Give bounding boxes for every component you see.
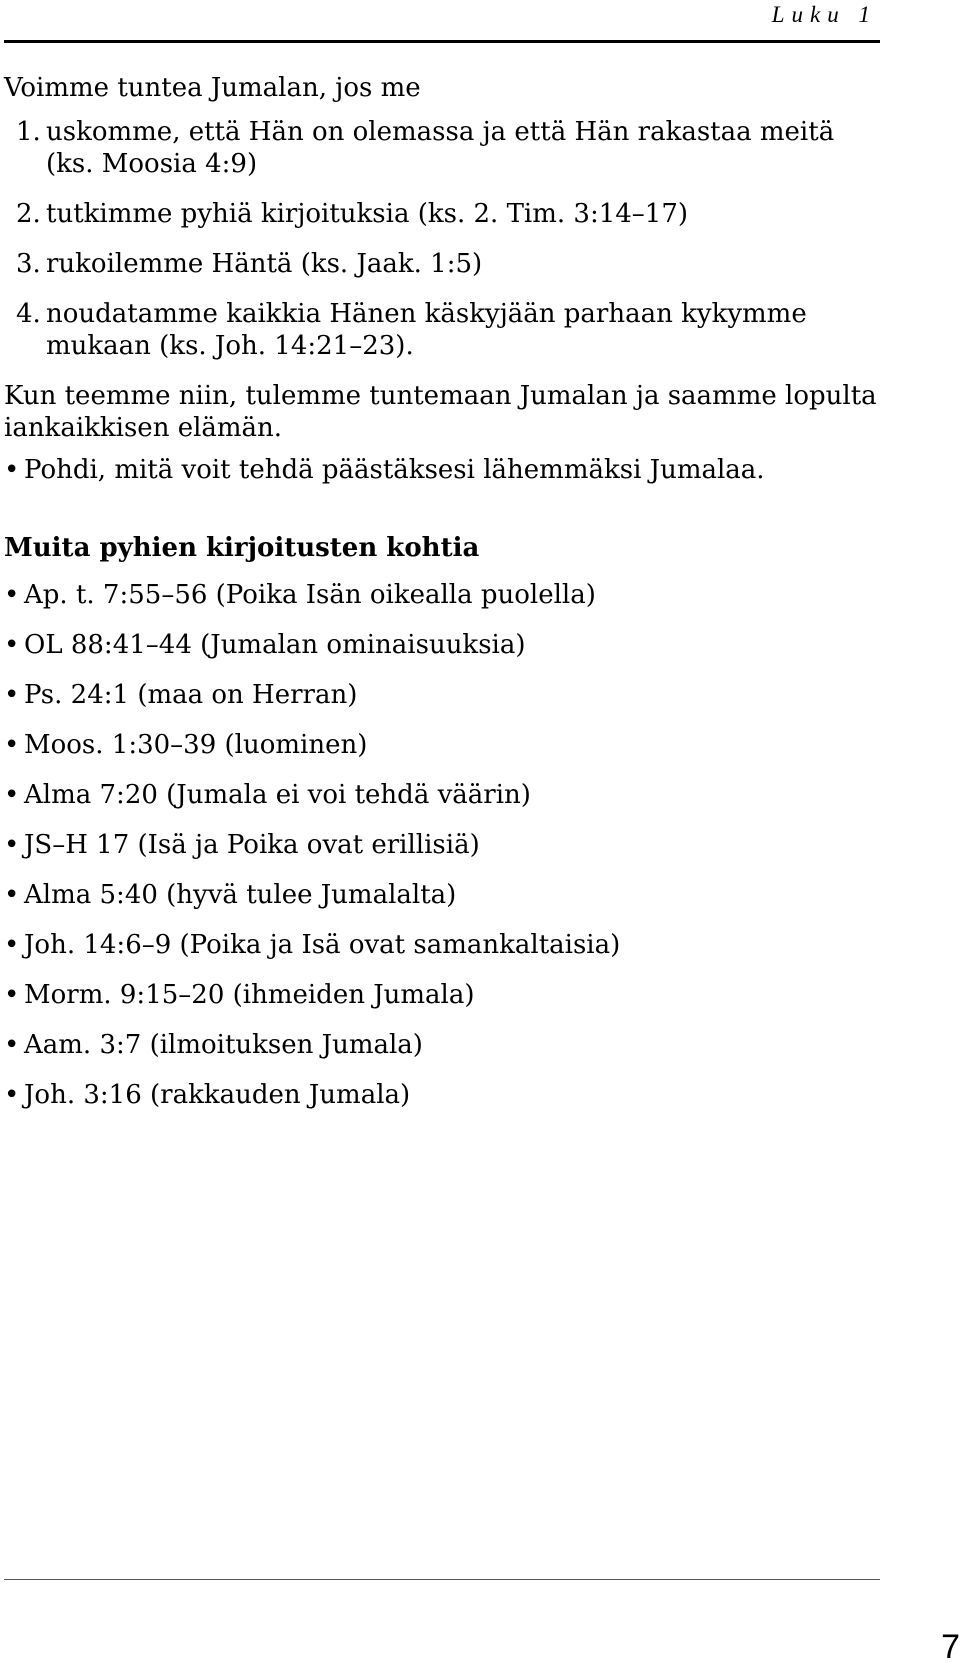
reference-text: Alma 5:40 (hyvä tulee Jumalalta)	[24, 880, 457, 910]
reference-text: Morm. 9:15–20 (ihmeiden Jumala)	[24, 980, 475, 1010]
page-content	[4, 72, 884, 1120]
steps-list	[4, 116, 884, 362]
conclusion-text	[4, 380, 884, 444]
step-number: 4.	[16, 299, 41, 329]
conclusion-line-2: iankaikkisen elämän.	[4, 413, 283, 443]
conclusion-line-1: Kun teemme niin, tulemme tuntemaan Jumalan ja saamme lopulta	[4, 381, 877, 411]
bullet-icon: •	[4, 930, 20, 960]
reflection-prompt	[4, 454, 884, 486]
reference-text: Moos. 1:30–39 (luominen)	[24, 730, 368, 760]
step-text: tutkimme pyhiä kirjoituksia (ks. 2. Tim. 3:14–17)	[46, 199, 689, 229]
reference-item	[4, 570, 884, 620]
step-number: 1.	[16, 117, 41, 147]
reference-text: Joh. 3:16 (rakkauden Jumala)	[24, 1080, 411, 1110]
step-text-continued: mukaan (ks. Joh. 14:21–23).	[46, 331, 414, 361]
reference-text: Ap. t. 7:55–56 (Poika Isän oikealla puolella)	[24, 580, 596, 610]
step-item	[4, 198, 884, 230]
bullet-icon: •	[4, 455, 20, 485]
reference-item	[4, 970, 884, 1020]
bullet-icon: •	[4, 1030, 20, 1060]
reference-text: OL 88:41–44 (Jumalan ominaisuuksia)	[24, 630, 526, 660]
bottom-rule	[4, 1579, 880, 1580]
top-rule	[4, 40, 880, 43]
scripture-references-list	[4, 570, 884, 1120]
step-text: rukoilemme Häntä (ks. Jaak. 1:5)	[46, 249, 483, 279]
reflection-text: Pohdi, mitä voit tehdä päästäksesi lähemmäksi Jumalaa.	[24, 455, 765, 485]
bullet-icon: •	[4, 830, 20, 860]
reference-item	[4, 670, 884, 720]
step-item	[4, 298, 884, 362]
step-item	[4, 248, 884, 280]
reference-item	[4, 920, 884, 970]
reference-text: Alma 7:20 (Jumala ei voi tehdä väärin)	[24, 780, 531, 810]
step-number: 2.	[16, 199, 41, 229]
reference-item	[4, 620, 884, 670]
reference-text: JS–H 17 (Isä ja Poika ovat erillisiä)	[24, 830, 480, 860]
reference-item	[4, 770, 884, 820]
intro-text: Voimme tuntea Jumalan, jos me	[4, 73, 421, 103]
bullet-icon: •	[4, 730, 20, 760]
reference-item	[4, 1070, 884, 1120]
step-text: uskomme, että Hän on olemassa ja että Hän rakastaa meitä	[46, 117, 835, 147]
bullet-icon: •	[4, 880, 20, 910]
bullet-icon: •	[4, 780, 20, 810]
bullet-icon: •	[4, 680, 20, 710]
step-text-continued: (ks. Moosia 4:9)	[46, 149, 258, 179]
step-item	[4, 116, 884, 180]
running-head: Luku 1	[771, 2, 877, 27]
reference-item	[4, 820, 884, 870]
page-number: 7	[941, 1628, 960, 1666]
bullet-icon: •	[4, 980, 20, 1010]
reference-text: Ps. 24:1 (maa on Herran)	[24, 680, 358, 710]
step-number: 3.	[16, 249, 41, 279]
reference-text: Joh. 14:6–9 (Poika ja Isä ovat samankaltaisia)	[24, 930, 621, 960]
reference-item	[4, 1020, 884, 1070]
section-heading: Muita pyhien kirjoitusten kohtia	[4, 533, 480, 563]
reference-text: Aam. 3:7 (ilmoituksen Jumala)	[24, 1030, 423, 1060]
bullet-icon: •	[4, 580, 20, 610]
bullet-icon: •	[4, 1080, 20, 1110]
bullet-icon: •	[4, 630, 20, 660]
reference-item	[4, 870, 884, 920]
step-text: noudatamme kaikkia Hänen käskyjään parhaan kykymme	[46, 299, 807, 329]
reference-item	[4, 720, 884, 770]
